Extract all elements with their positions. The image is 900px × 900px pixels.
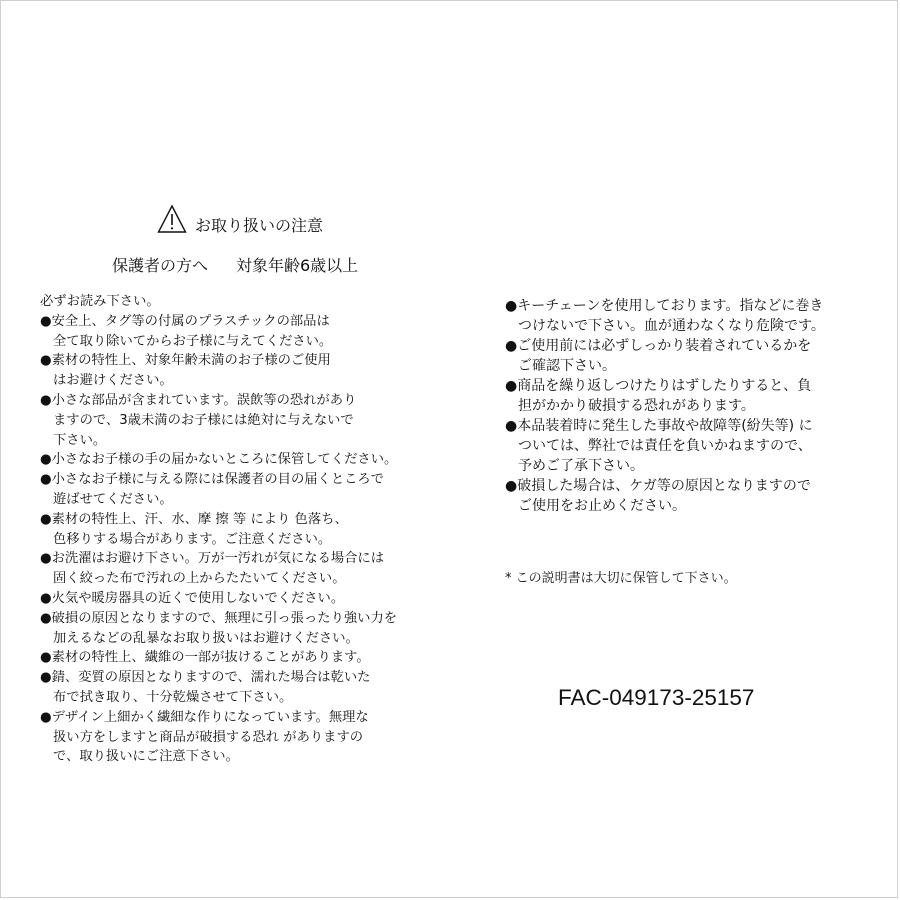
caution-line: つけないで下さい。血が通わなくなり危険です。	[518, 318, 825, 334]
caution-line: ご使用をお止めください。	[518, 498, 686, 514]
caution-item	[40, 450, 397, 470]
caution-line: 全て取り除いてからお子様に与えてください。	[53, 333, 333, 349]
caution-line: ●錆、変質の原因となりますので、濡れた場合は乾いた	[40, 670, 371, 686]
warning-triangle-icon	[157, 204, 187, 234]
read-notice: 必ずお読み下さい。	[40, 294, 160, 309]
caution-line: ●破損した場合は、ケガ等の原因となりますので	[505, 478, 811, 494]
caution-item	[40, 470, 397, 510]
caution-line: 下さい。	[53, 432, 107, 448]
caution-item	[40, 668, 397, 708]
keep-manual-note: * この説明書は大切に保管して下さい。	[505, 571, 737, 586]
caution-line: ●小さな部品が含まれています。誤飲等の恐れがあり	[40, 392, 357, 408]
caution-item	[40, 589, 397, 609]
caution-item	[40, 648, 397, 668]
caution-line: ●デザイン上細かく繊細な作りになっています。無理な	[40, 709, 369, 725]
caution-line: 予めご了承下さい。	[518, 458, 644, 474]
caution-line: ますので、3歳未満のお子様には絶対に与えないで	[53, 412, 354, 428]
left-column	[40, 292, 397, 767]
caution-line: 色移りする場合があります。ご注意ください。	[53, 531, 332, 547]
caution-line: ●商品を繰り返しつけたりはずしたりすると、負	[505, 378, 812, 394]
product-code: FAC-049173-25157	[558, 685, 755, 710]
caution-line: ●素材の特性上、繊維の一部が抜けることがあります。	[40, 650, 370, 666]
caution-line: ●素材の特性上、汗、水、摩 擦 等 により 色落ち、	[40, 511, 348, 527]
caution-line: ●火気や暖房器具の近くで使用しないでください。	[40, 590, 345, 606]
target-age-label: 対象年齢6歳以上	[236, 256, 359, 275]
caution-item	[505, 376, 825, 416]
caution-line: ついては、弊社では責任を負いかねますので、	[518, 438, 812, 454]
caution-item	[40, 510, 397, 550]
caution-item	[505, 336, 825, 376]
caution-line: 遊ばせてください。	[53, 491, 173, 507]
caution-item	[40, 351, 397, 391]
caution-item	[40, 708, 397, 767]
caution-line: ご確認下さい。	[518, 358, 616, 374]
caution-line: ●小さなお子様の手の届かないところに保管してください。	[40, 452, 398, 468]
caution-item	[505, 476, 825, 516]
caution-line: ●キーチェーンを使用しております。指などに巻き	[505, 298, 824, 314]
caution-line: ●ご使用前には必ずしっかり装着されているかを	[505, 338, 812, 354]
caution-item	[40, 549, 397, 589]
caution-line: 担がかかり破損する恐れがあります。	[518, 398, 755, 414]
caution-line: ●素材の特性上、対象年齢未満のお子様のご使用	[40, 353, 331, 369]
caution-line: ●破損の原因となりますので、無理に引っ張ったり強い力を	[40, 610, 398, 626]
caution-line: 布で拭き取り、十分乾燥させて下さい。	[53, 689, 293, 705]
caution-item	[505, 416, 825, 476]
caution-item	[40, 609, 397, 649]
caution-line: はお避けください。	[53, 373, 173, 389]
caution-item	[40, 312, 397, 352]
caution-line: ●本品装着時に発生した事故や故障等(紛失等) に	[505, 418, 813, 434]
caution-line: 固く絞った布で汚れの上からたたいてください。	[53, 571, 346, 587]
caution-line: 加えるなどの乱暴なお取り扱いはお避けください。	[53, 630, 359, 646]
right-column	[505, 296, 825, 516]
audience-label: 保護者の方へ	[112, 256, 209, 275]
caution-line: ●お洗濯はお避け下さい。万が一汚れが気になる場合には	[40, 551, 385, 567]
caution-item	[40, 391, 397, 450]
caution-line: 扱い方をしますと商品が破損する恐れ がありますの	[53, 729, 364, 745]
caution-line: で、取り扱いにご注意下さい。	[53, 749, 239, 765]
caution-line: ●安全上、タグ等の付属のプラスチックの部品は	[40, 313, 330, 329]
caution-item	[505, 296, 825, 336]
document-title: お取り扱いの注意	[195, 216, 324, 235]
caution-line: ●小さなお子様に与える際には保護者の目の届くところで	[40, 472, 384, 488]
